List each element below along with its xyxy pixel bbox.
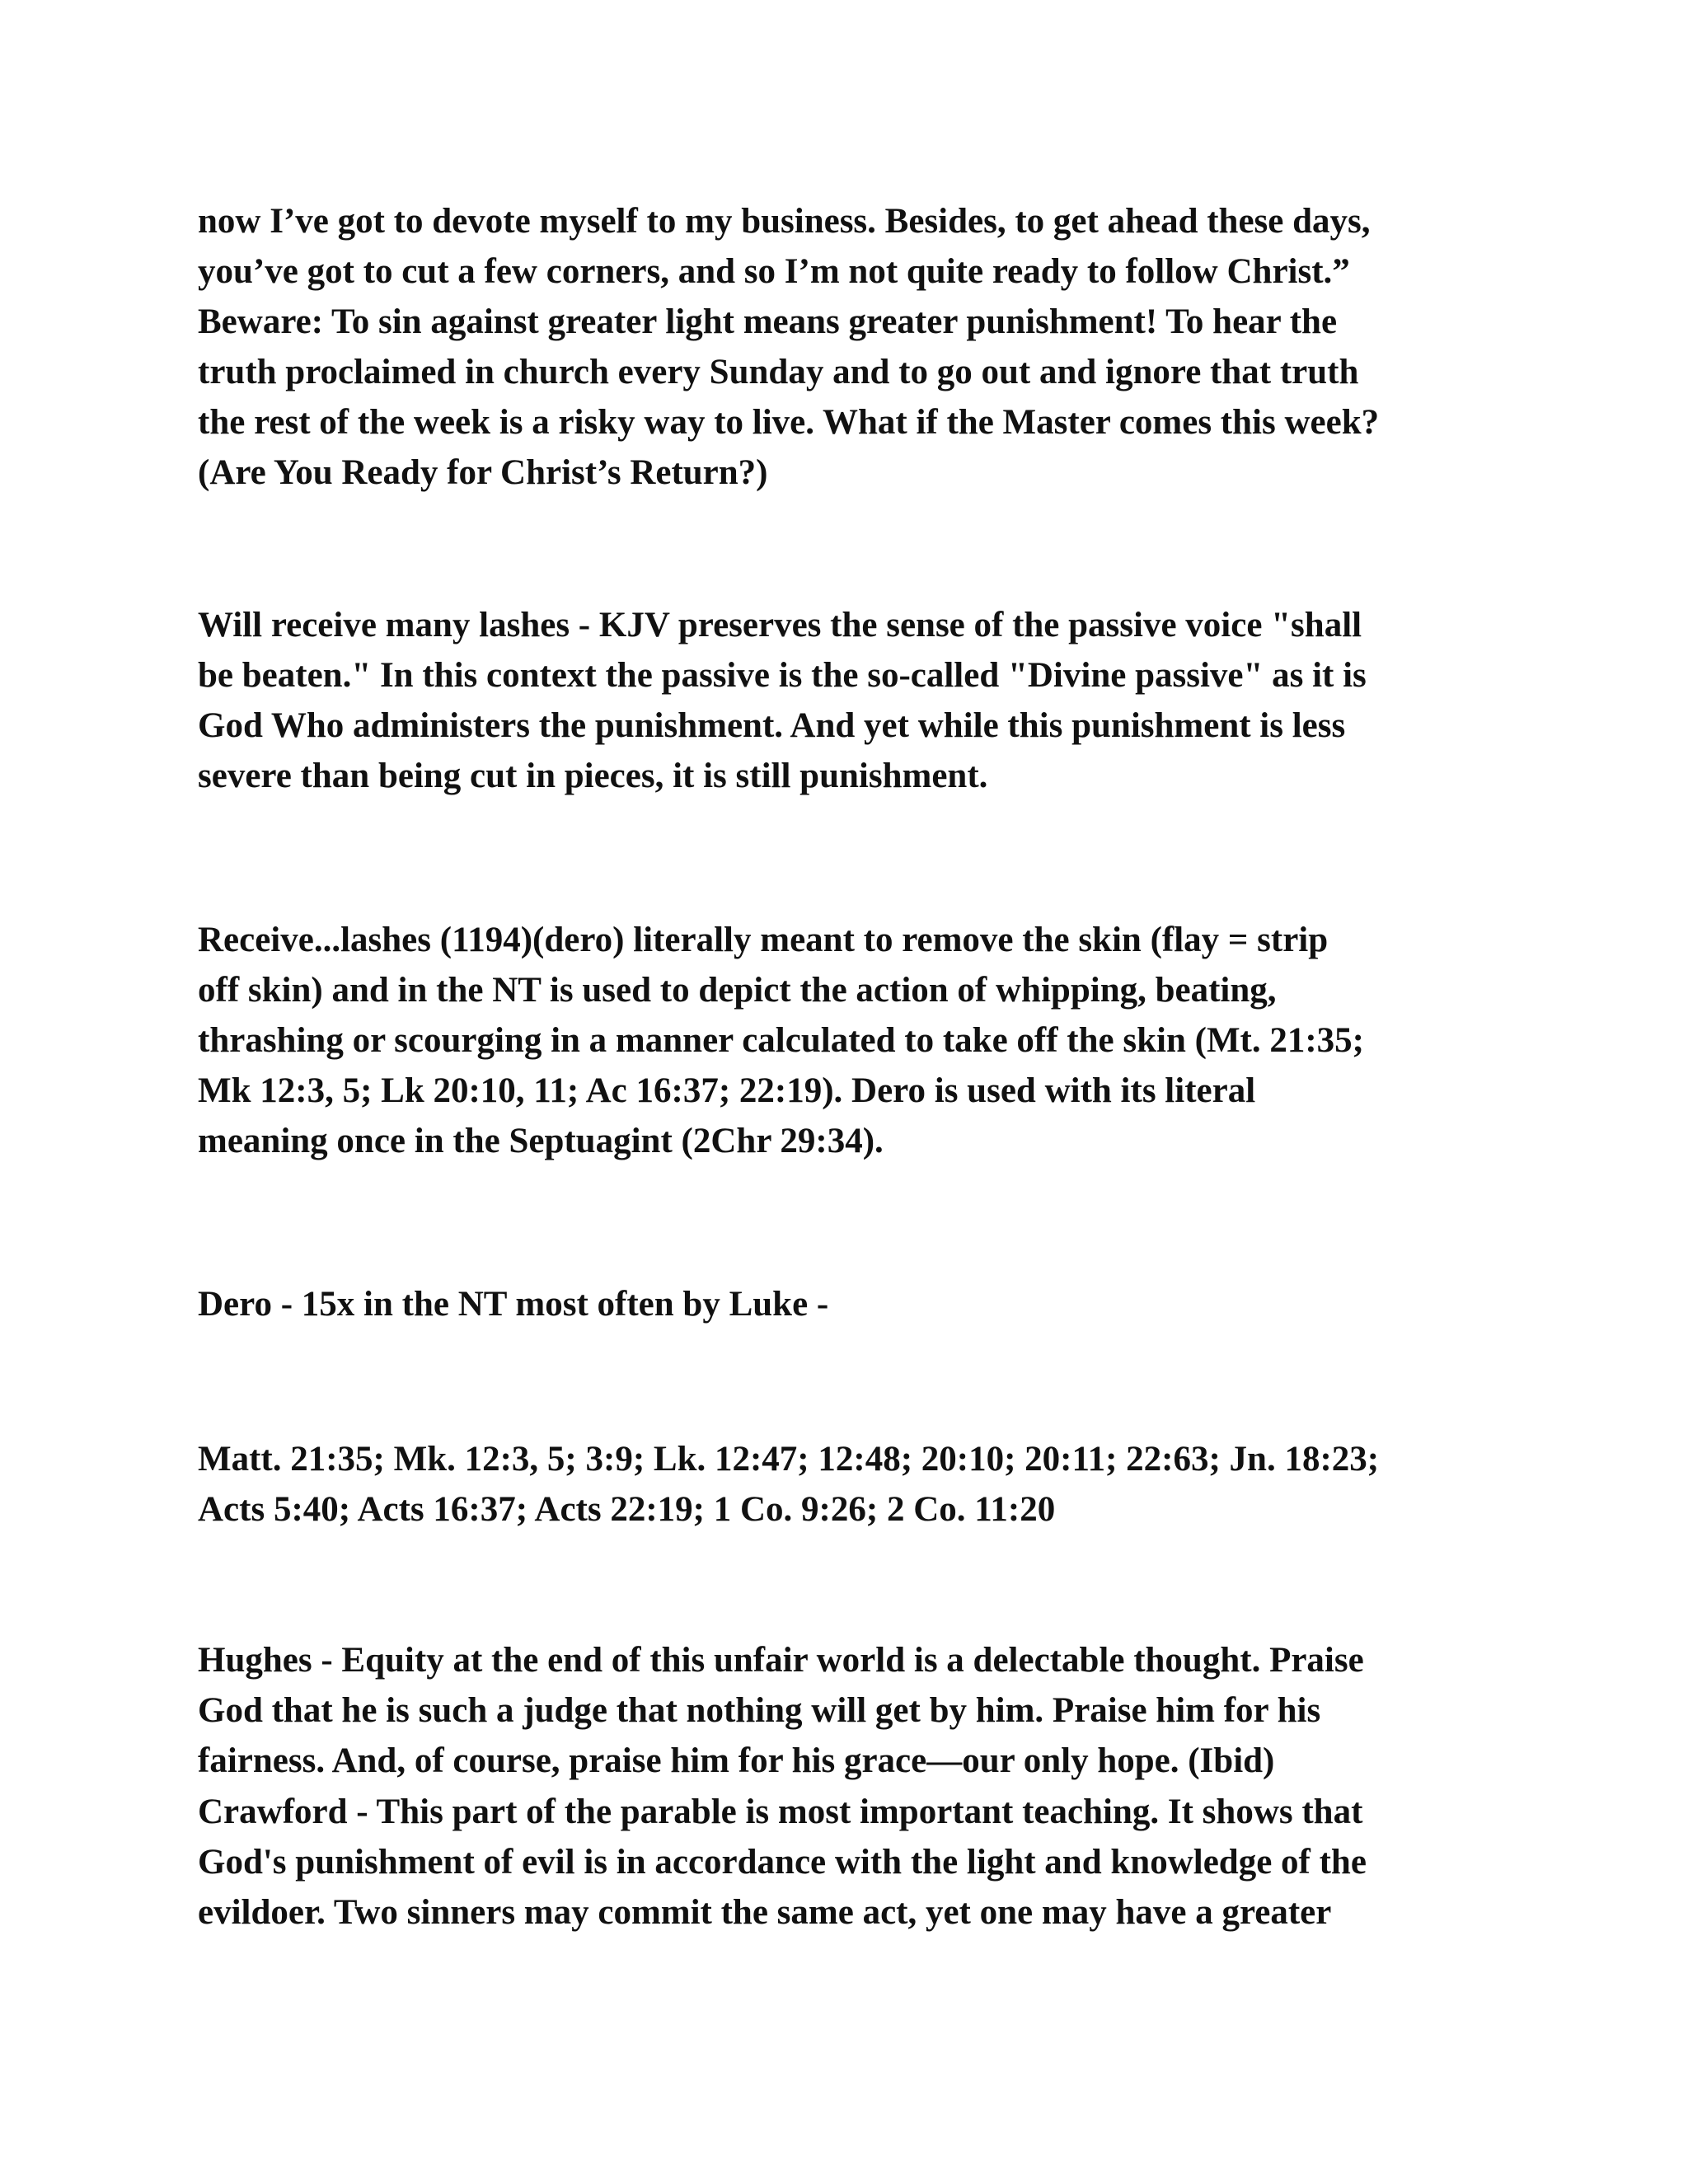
paragraph-many-lashes xyxy=(198,600,1508,801)
text-line: fairness. And, of course, praise him for his grace—our only hope. (Ibid) xyxy=(198,1741,1275,1780)
text-line: off skin) and in the NT is used to depict the action of whipping, beating, xyxy=(198,971,1277,1010)
text-line: be beaten." In this context the passive is the so-called "Divine passive" as it is xyxy=(198,656,1367,695)
paragraph-dero-count xyxy=(198,1279,1508,1329)
text-line: Crawford - This part of the parable is most important teaching. It shows that xyxy=(198,1793,1363,1831)
text-line: Receive...lashes (1194)(dero) literally meant to remove the skin (flay = strip xyxy=(198,921,1329,959)
paragraph-dero-references xyxy=(198,1434,1508,1535)
paragraph-crawford xyxy=(198,1787,1508,1938)
text-line: Mk 12:3, 5; Lk 20:10, 11; Ac 16:37; 22:19). Dero is used with its literal xyxy=(198,1071,1256,1110)
text-line: severe than being cut in pieces, it is still punishment. xyxy=(198,757,988,795)
text-line: meaning once in the Septuagint (2Chr 29:34). xyxy=(198,1122,884,1160)
text-line: Hughes - Equity at the end of this unfair world is a delectable thought. Praise xyxy=(198,1641,1364,1680)
text-line: God's punishment of evil is in accordance with the light and knowledge of the xyxy=(198,1843,1367,1882)
paragraph-receive-lashes xyxy=(198,915,1508,1166)
text-line: Dero - 15x in the NT most often by Luke - xyxy=(198,1285,829,1324)
text-line: Acts 5:40; Acts 16:37; Acts 22:19; 1 Co. 9:26; 2 Co. 11:20 xyxy=(198,1490,1056,1529)
text-line: now I’ve got to devote myself to my business. Besides, to get ahead these days, xyxy=(198,202,1371,241)
text-line: Will receive many lashes - KJV preserves the sense of the passive voice "shall xyxy=(198,606,1362,644)
text-line: truth proclaimed in church every Sunday and to go out and ignore that truth xyxy=(198,353,1359,391)
text-line: evildoer. Two sinners may commit the same act, yet one may have a greater xyxy=(198,1893,1332,1932)
text-line: God that he is such a judge that nothing will get by him. Praise him for his xyxy=(198,1691,1321,1730)
text-line: God Who administers the punishment. And yet while this punishment is less xyxy=(198,706,1346,745)
text-line: Matt. 21:35; Mk. 12:3, 5; 3:9; Lk. 12:47; 12:48; 20:10; 20:11; 22:63; Jn. 18:23; xyxy=(198,1440,1380,1479)
text-line: (Are You Ready for Christ’s Return?) xyxy=(198,453,768,492)
paragraph-ready-for-return xyxy=(198,196,1508,498)
text-line: Beware: To sin against greater light means greater punishment! To hear the xyxy=(198,302,1338,341)
text-line: you’ve got to cut a few corners, and so I’m not quite ready to follow Christ.” xyxy=(198,252,1350,291)
paragraph-hughes xyxy=(198,1635,1508,1786)
text-line: the rest of the week is a risky way to live. What if the Master comes this week? xyxy=(198,403,1380,442)
text-line: thrashing or scourging in a manner calculated to take off the skin (Mt. 21:35; xyxy=(198,1021,1364,1060)
